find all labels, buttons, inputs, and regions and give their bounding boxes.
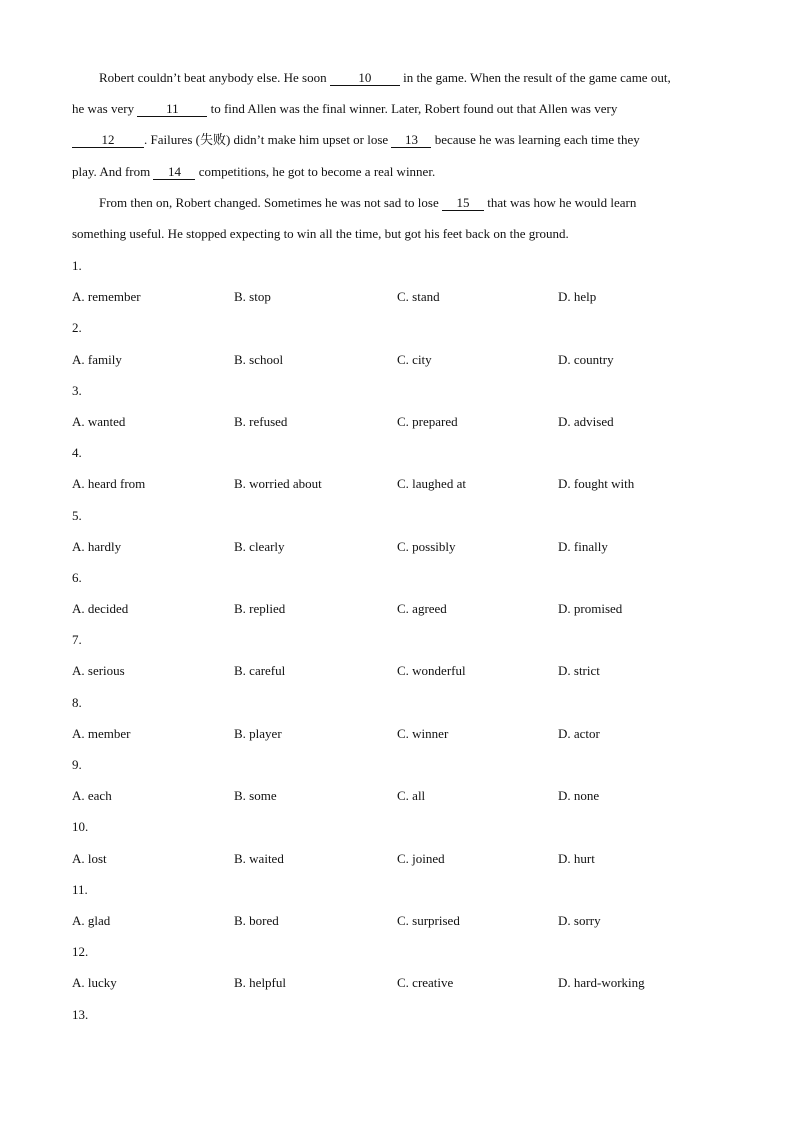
option-b[interactable]: B. bored bbox=[234, 912, 279, 928]
option-b[interactable]: B. player bbox=[234, 725, 282, 741]
cloze-passage bbox=[72, 62, 722, 249]
option-c[interactable]: C. agreed bbox=[397, 601, 447, 617]
blank-12: 12 bbox=[72, 133, 144, 148]
option-row bbox=[72, 468, 722, 499]
option-d[interactable]: D. sorry bbox=[558, 912, 601, 928]
option-c[interactable]: C. possibly bbox=[397, 538, 456, 554]
option-a[interactable]: A. remember bbox=[72, 289, 141, 305]
question-number: 9. bbox=[72, 757, 82, 772]
option-a[interactable]: A. lost bbox=[72, 850, 107, 866]
blank-15: 15 bbox=[442, 196, 484, 211]
option-row bbox=[72, 655, 722, 686]
passage-text: competitions, he got to become a real winner. bbox=[195, 163, 436, 179]
passage-text: Robert couldn’t beat anybody else. He soon bbox=[99, 70, 330, 85]
passage-text: that was how he would learn bbox=[484, 194, 637, 210]
option-b[interactable]: B. waited bbox=[234, 850, 284, 866]
option-row bbox=[72, 905, 722, 936]
passage-line bbox=[72, 62, 722, 93]
blank-10: 10 bbox=[330, 71, 400, 86]
option-b[interactable]: B. worried about bbox=[234, 476, 322, 492]
option-row bbox=[72, 531, 722, 562]
option-d[interactable]: D. help bbox=[558, 289, 597, 305]
blank-13: 13 bbox=[391, 133, 431, 148]
question-number: 13. bbox=[72, 1006, 89, 1022]
option-row bbox=[72, 406, 722, 437]
passage-text: . Failures (失败) didn’t make him upset or lose bbox=[144, 132, 392, 148]
option-row bbox=[72, 281, 722, 312]
option-b[interactable]: B. careful bbox=[234, 663, 286, 679]
option-c[interactable]: C. laughed at bbox=[397, 476, 466, 492]
passage-line bbox=[72, 156, 722, 187]
option-c[interactable]: C. all bbox=[397, 788, 426, 804]
passage-text: in the game. When the result of the game came out, bbox=[399, 70, 671, 85]
option-d[interactable]: D. fought with bbox=[558, 476, 635, 492]
passage-line bbox=[72, 218, 722, 249]
option-row bbox=[72, 967, 722, 998]
question-number: 12. bbox=[72, 944, 89, 960]
option-d[interactable]: D. hurt bbox=[558, 850, 595, 866]
passage-line bbox=[72, 93, 722, 124]
option-d[interactable]: D. strict bbox=[558, 663, 600, 679]
question-number: 3. bbox=[72, 382, 82, 398]
option-row bbox=[72, 344, 722, 375]
question-number: 11. bbox=[72, 881, 88, 897]
option-d[interactable]: D. finally bbox=[558, 538, 608, 554]
option-a[interactable]: A. wanted bbox=[72, 413, 126, 429]
passage-text: because he was learning each time they bbox=[431, 132, 640, 148]
option-a[interactable]: A. glad bbox=[72, 912, 111, 928]
question-number: 4. bbox=[72, 445, 82, 461]
question-number: 2. bbox=[72, 320, 82, 336]
question-number: 7. bbox=[72, 632, 82, 648]
option-row bbox=[72, 843, 722, 874]
option-b[interactable]: B. replied bbox=[234, 601, 286, 617]
option-c[interactable]: C. city bbox=[397, 351, 432, 367]
option-d[interactable]: D. promised bbox=[558, 601, 623, 617]
passage-text: he was very bbox=[72, 101, 138, 117]
option-c[interactable]: C. creative bbox=[397, 975, 454, 991]
passage-line bbox=[72, 124, 722, 155]
option-a[interactable]: A. lucky bbox=[72, 975, 117, 991]
option-c[interactable]: C. prepared bbox=[397, 413, 458, 429]
option-c[interactable]: C. joined bbox=[397, 850, 445, 866]
option-d[interactable]: D. actor bbox=[558, 725, 600, 741]
option-c[interactable]: C. stand bbox=[397, 289, 440, 305]
option-row bbox=[72, 593, 722, 624]
question-number: 10. bbox=[72, 819, 89, 835]
option-d[interactable]: D. none bbox=[558, 788, 600, 804]
option-a[interactable]: A. member bbox=[72, 725, 131, 741]
option-c[interactable]: C. wonderful bbox=[397, 663, 466, 679]
option-row bbox=[72, 718, 722, 749]
passage-line bbox=[72, 187, 722, 218]
option-d[interactable]: D. advised bbox=[558, 413, 614, 429]
question-number: 5. bbox=[72, 507, 82, 523]
option-d[interactable]: D. hard-working bbox=[558, 975, 645, 991]
option-a[interactable]: A. each bbox=[72, 788, 112, 804]
option-row bbox=[72, 780, 722, 811]
option-a[interactable]: A. heard from bbox=[72, 476, 146, 492]
passage-text: to find Allen was the final winner. Later, Robert found out that Allen was very bbox=[207, 101, 618, 117]
option-b[interactable]: B. refused bbox=[234, 413, 288, 429]
question-number: 8. bbox=[72, 694, 82, 710]
passage-text: From then on, Robert changed. Sometimes he was not sad to lose bbox=[99, 194, 443, 210]
blank-11: 11 bbox=[137, 102, 207, 117]
passage-text: something useful. He stopped expecting to win all the time, but got his feet back on the ground. bbox=[72, 225, 569, 241]
option-a[interactable]: A. hardly bbox=[72, 538, 122, 554]
option-b[interactable]: B. helpful bbox=[234, 975, 286, 991]
question-list bbox=[72, 250, 722, 1030]
option-a[interactable]: A. family bbox=[72, 351, 122, 367]
option-b[interactable]: B. school bbox=[234, 351, 284, 367]
option-d[interactable]: D. country bbox=[558, 351, 614, 367]
option-b[interactable]: B. some bbox=[234, 788, 277, 804]
option-b[interactable]: B. stop bbox=[234, 289, 271, 305]
question-number: 1. bbox=[72, 258, 82, 273]
option-b[interactable]: B. clearly bbox=[234, 538, 285, 554]
blank-14: 14 bbox=[153, 165, 195, 180]
option-a[interactable]: A. serious bbox=[72, 663, 125, 679]
option-c[interactable]: C. surprised bbox=[397, 912, 460, 928]
option-a[interactable]: A. decided bbox=[72, 601, 129, 617]
passage-text: play. And from bbox=[72, 163, 154, 179]
question-number: 6. bbox=[72, 569, 82, 585]
option-c[interactable]: C. winner bbox=[397, 725, 449, 741]
